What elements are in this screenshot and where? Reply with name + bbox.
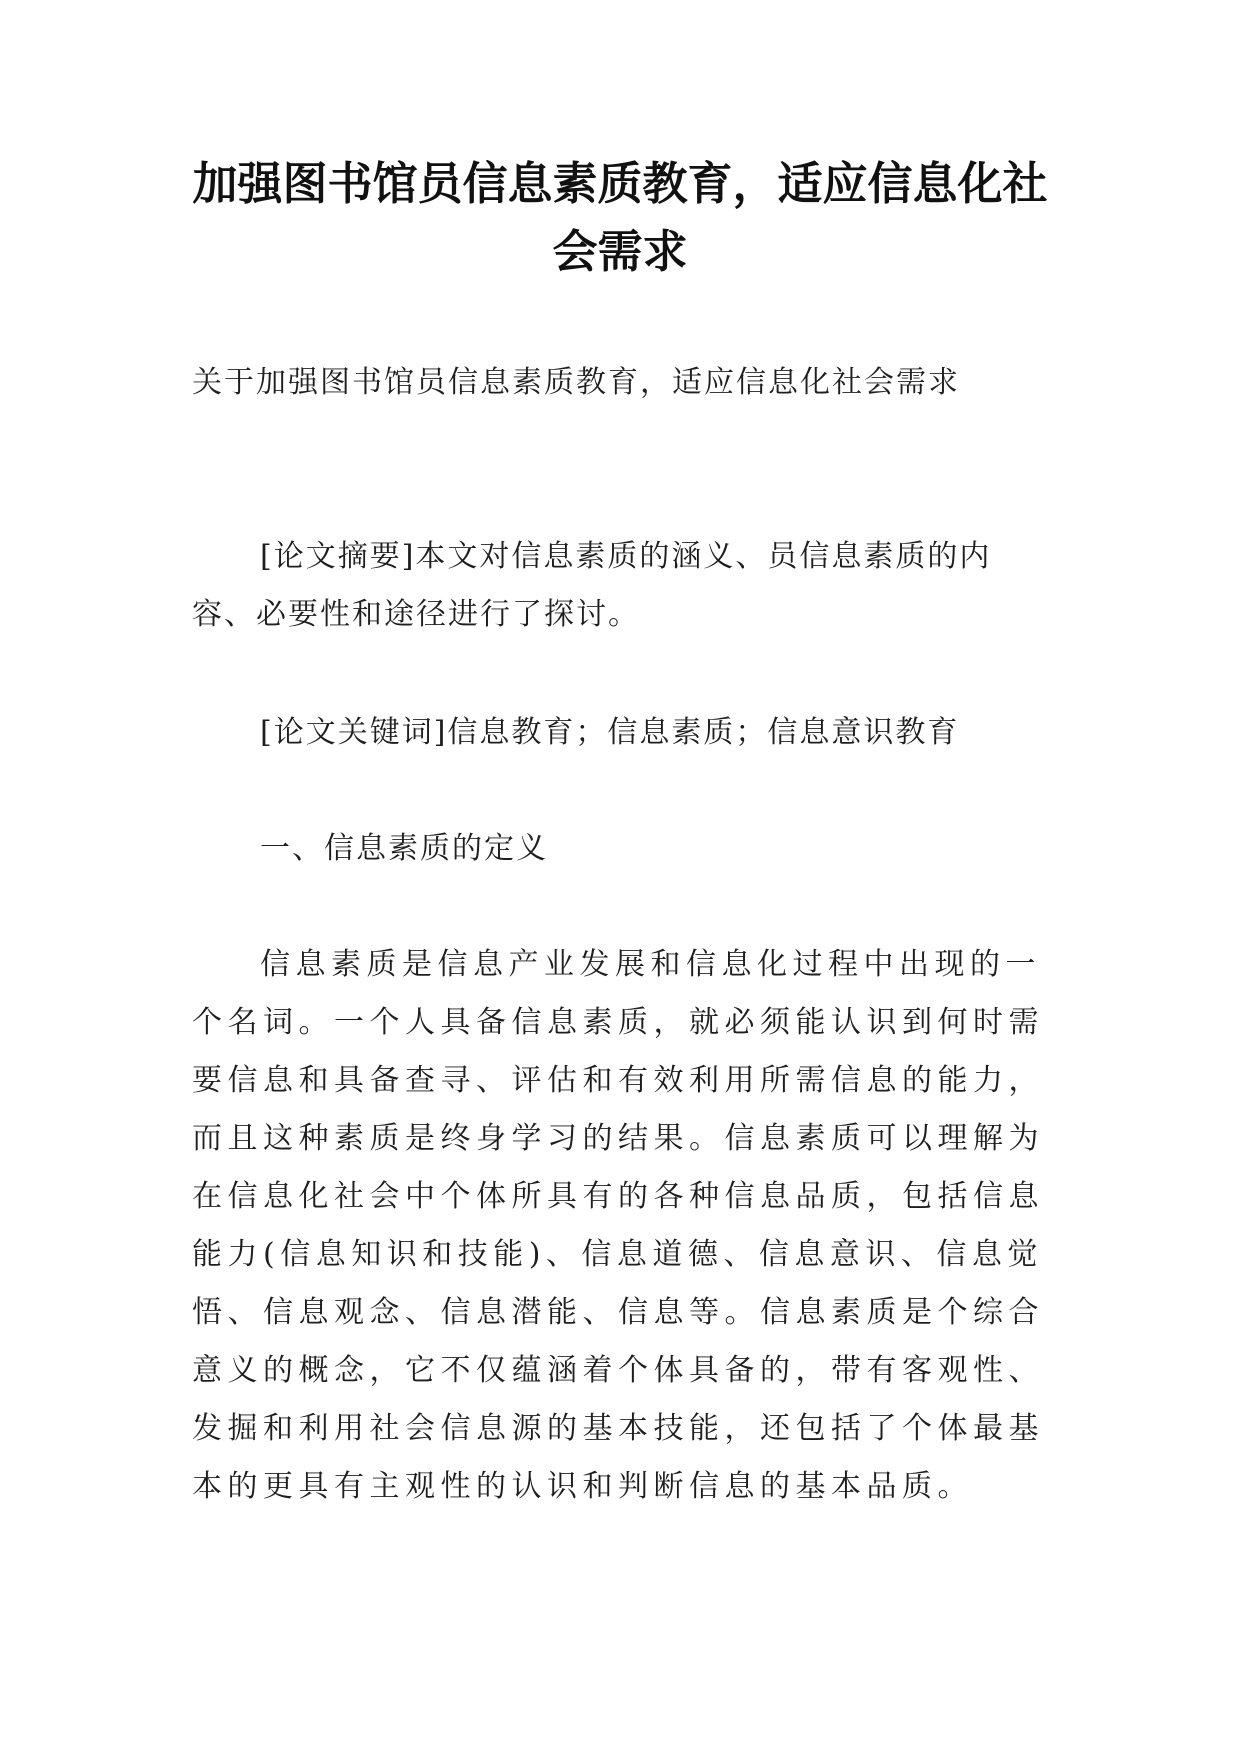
- keywords-paragraph: [论文关键词]信息教育；信息素质；信息意识教育: [260, 715, 960, 750]
- definition-paragraph: 信息素质是信息产业发展和信息化过程中出现的一个名词。一个人具备信息素质，就必须能认识到何时需要信息和具备查寻、评估和有效利用所需信息的能力，而且这种素质是终身学习的结果。信息素质可以理解为在信息化社会中个体所具有的各种信息品质，包括信息能力(信息知识和技能)、信息道德、信息意识、信息觉悟、信息观念、信息潜能、信息等。信息素质是个综合意义的概念，它不仅蕴涵着个体具备的，带有客观性、发掘和利用社会信息源的基本技能，还包括了个体最基本的更具有主观性的认识和判断信息的基本品质。: [192, 947, 1044, 1504]
- abstract-paragraph: [论文摘要]本文对信息素质的涵义、员信息素质的内容、必要性和途径进行了探讨。: [192, 539, 992, 632]
- document-subtitle: 关于加强图书馆员信息素质教育，适应信息化社会需求: [192, 365, 960, 400]
- document-title: 加强图书馆员信息素质教育，适应信息化社会需求: [192, 157, 1048, 278]
- section-heading: 一、信息素质的定义: [260, 831, 548, 866]
